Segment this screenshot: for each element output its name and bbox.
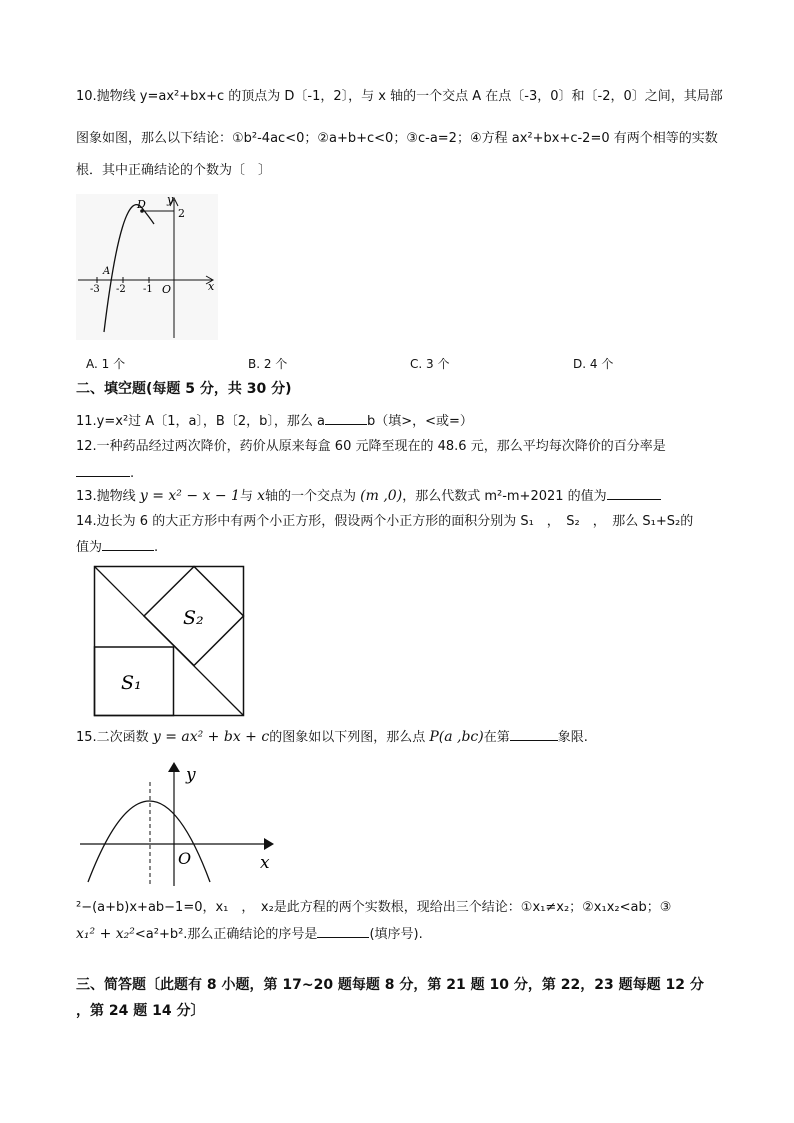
q16-line2 [76, 925, 423, 944]
q16-sum-squares: x₁² + x₂² [76, 926, 135, 942]
parabola-curve [88, 801, 210, 882]
graph-tick-label-minus1: -1 [143, 284, 153, 295]
q12-end: . [130, 466, 135, 481]
q15-parabola-graph [78, 760, 278, 888]
graph-origin-label: O [162, 283, 172, 296]
q10-choice-c: C. 3 个 [410, 357, 450, 371]
graph-point-a: A [103, 266, 111, 277]
q15-text-mid: 的图象如以下列图，那么点 [269, 730, 426, 745]
q15-line [76, 728, 588, 747]
section3-heading-line2: ，第 24 题 14 分〕 [76, 1003, 205, 1019]
graph-background [76, 194, 218, 340]
graph-tick-label-minus2: -2 [116, 284, 126, 295]
q10-line1: 10.抛物线 y=ax²+bx+c 的顶点为 D〔-1，2〕，与 x 轴的一个交点 A 在点〔-3，0〕和〔-2，0〕之间，其局部 [76, 89, 723, 104]
q11-blank [325, 412, 367, 425]
graph-value-2: 2 [178, 207, 185, 220]
label-s1: S₁ [121, 672, 142, 694]
q13-text-pre: 13.抛物线 [76, 489, 136, 504]
q16-text-post2: (填序号). [369, 927, 423, 942]
q14-blank [102, 538, 154, 551]
x-axis-arrow [264, 838, 274, 850]
graph-tick-label-minus3: -3 [90, 284, 100, 295]
q11-text-pre: 11.y=x²过 A〔1，a〕，B〔2，b〕，那么 a [76, 414, 325, 429]
graph-x-label: x [260, 853, 270, 873]
q12-blank [76, 464, 130, 477]
q13-point: (m ,0) [360, 488, 403, 504]
section2-heading: 二、填空题(每题 5 分，共 30 分) [76, 381, 292, 397]
q13-blank [607, 487, 661, 500]
q14-text-pre: 值为 [76, 540, 103, 555]
q13-text-mid2: 轴的一个交点为 [265, 489, 357, 504]
q13-text-post: ，那么代数式 m²-m+2021 的值为 [402, 489, 607, 504]
q14-line1: 14.边长为 6 的大正方形中有两个小正方形，假设两个小正方形的面积分别为 S₁ ， S₂ ， 那么 S₁+S₂的 [76, 514, 694, 529]
q15-text-mid2: 在第 [483, 730, 510, 745]
section3-heading-line1: 三、简答题〔此题有 8 小题，第 17~20 题每题 8 分，第 21 题 10 分，第 22，23 题每题 12 分 [76, 977, 704, 993]
q13-text-mid1: 与 [239, 489, 253, 504]
q11-text-post: b（填>，<或=） [366, 414, 473, 429]
q15-text-post: 象限. [557, 730, 588, 745]
q14-squares-figure [93, 565, 245, 718]
q10-line2: 图象如图，那么以下结论：①b²-4ac<0；②a+b+c<0；③c-a=2；④方程 ax²+bx+c-2=0 有两个相等的实数 [76, 131, 718, 146]
q12-line1: 12.一种药品经过两次降价，药价从原来每盒 60 元降至现在的 48.6 元，那么平均每次降价的百分率是 [76, 439, 666, 454]
graph-point-d: D [137, 198, 146, 211]
graph-y-label: y [167, 194, 174, 206]
q10-parabola-graph [76, 194, 218, 340]
q16-line1: ²−(a+b)x+ab−1=0，x₁ ， x₂是此方程的两个实数根，现给出三个结论：①x₁≠x₂；②x₁x₂<ab；③ [76, 900, 672, 915]
graph-x-label: x [208, 280, 215, 293]
label-s2: S₂ [183, 607, 204, 629]
q15-text-pre: 15.二次函数 [76, 730, 149, 745]
q10-choice-b: B. 2 个 [248, 357, 288, 371]
q16-text-post1: <a²+b².那么正确结论的序号是 [134, 927, 318, 942]
q10-choice-d: D. 4 个 [573, 357, 614, 371]
graph-origin-label: O [178, 849, 192, 868]
q11-line [76, 412, 473, 431]
q15-blank [510, 728, 558, 741]
q14-text-post: . [154, 540, 159, 555]
q10-choice-a: A. 1 个 [86, 357, 126, 371]
q13-equation: y = x² − x − 1 [139, 488, 240, 504]
y-axis-arrow [168, 762, 180, 772]
q12-line2 [76, 464, 134, 483]
q16-blank [317, 925, 369, 938]
q14-line2 [76, 538, 158, 557]
q13-line [76, 487, 661, 506]
q15-equation: y = ax² + bx + c [152, 729, 270, 745]
graph-y-label: y [186, 765, 196, 785]
q15-point: P(a ,bc) [429, 729, 484, 745]
q10-line3: 根．其中正确结论的个数为〔 〕 [76, 163, 272, 178]
q13-x-variable: x [257, 488, 266, 504]
